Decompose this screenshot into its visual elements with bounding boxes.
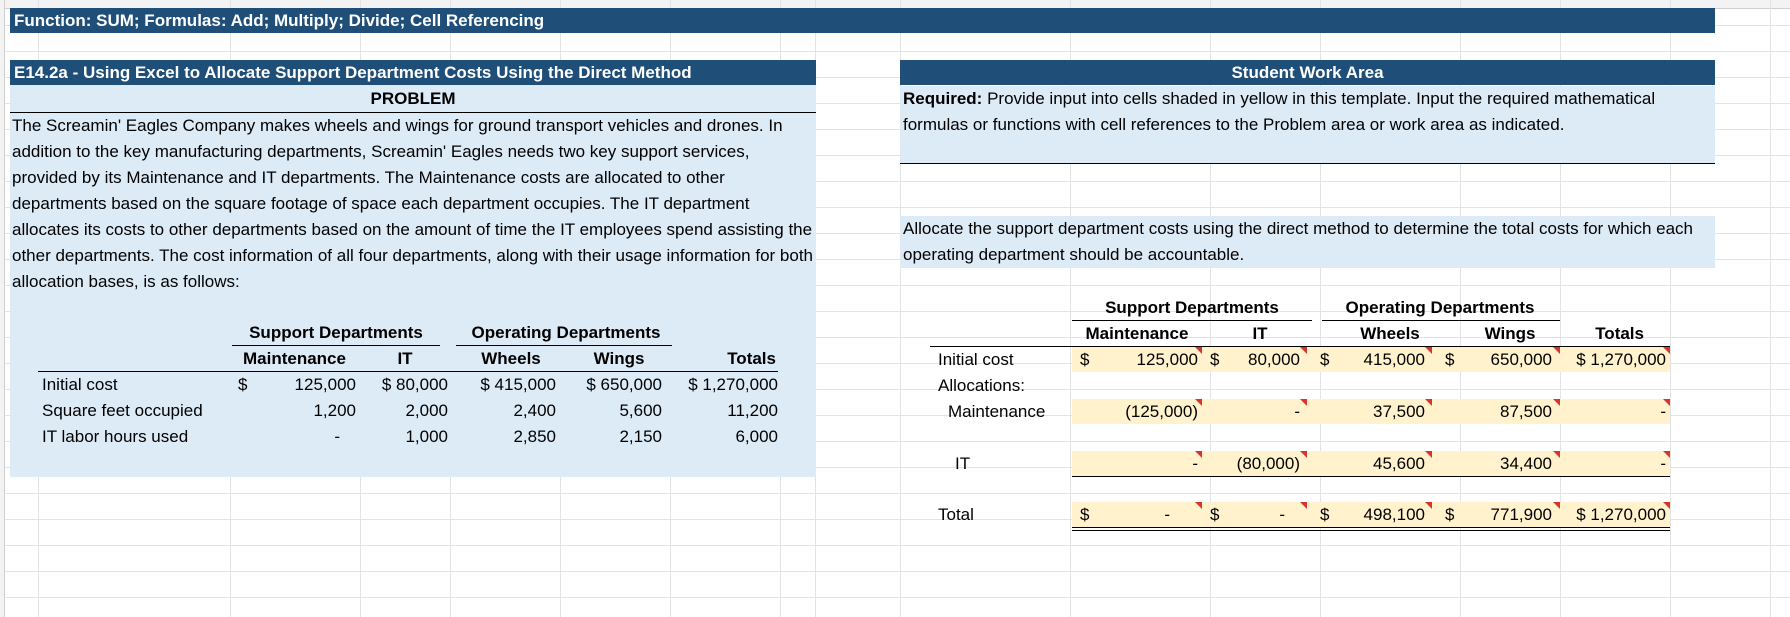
initial-maintenance-cell[interactable]: 125,000 xyxy=(1136,350,1198,369)
problem-col-wheels: Wheels xyxy=(481,349,541,368)
initial-dollar-2: $ xyxy=(1210,350,1220,369)
it-it-cell[interactable]: (80,000) xyxy=(1236,454,1300,473)
total-wheels-cell[interactable]: 498,100 xyxy=(1363,505,1425,524)
work-allocations-label: Allocations: xyxy=(938,376,1025,395)
comment-marker-icon xyxy=(1195,399,1202,406)
row-it: 1,000 xyxy=(405,427,448,446)
comment-marker-icon xyxy=(1663,399,1670,406)
row-it: $ 80,000 xyxy=(381,375,448,394)
total-dollar-3: $ xyxy=(1320,505,1330,524)
problem-col-it: IT xyxy=(397,349,413,368)
problem-subtitle: PROBLEM xyxy=(370,89,456,108)
total-wings-cell[interactable]: 771,900 xyxy=(1490,505,1552,524)
maint-it-cell[interactable]: - xyxy=(1294,402,1300,421)
maint-wings-cell[interactable]: 87,500 xyxy=(1500,402,1552,421)
row-maintenance: 125,000 xyxy=(294,375,356,394)
initial-wings-cell[interactable]: 650,000 xyxy=(1490,350,1552,369)
problem-col-totals: Totals xyxy=(727,349,776,368)
row-dollar: $ xyxy=(238,375,248,394)
work-maint-label: Maintenance xyxy=(948,402,1046,421)
total-it-cell[interactable]: - xyxy=(1279,505,1285,524)
work-col-it: IT xyxy=(1252,324,1268,343)
work-col-maintenance: Maintenance xyxy=(1085,324,1189,343)
row-wheels: 2,850 xyxy=(513,427,556,446)
problem-group-operating: Operating Departments xyxy=(471,323,661,342)
comment-marker-icon xyxy=(1425,347,1432,354)
problem-title: E14.2a - Using Excel to Allocate Support Department Costs Using the Direct Method xyxy=(14,63,692,82)
comment-marker-icon xyxy=(1195,502,1202,509)
work-col-wings: Wings xyxy=(1484,324,1536,343)
problem-col-wings: Wings xyxy=(593,349,645,368)
function-bar-text: Function: SUM; Formulas: Add; Multiply; Divide; Cell Referencing xyxy=(14,11,545,30)
initial-dollar-3: $ xyxy=(1320,350,1330,369)
comment-marker-icon xyxy=(1425,451,1432,458)
initial-dollar-4: $ xyxy=(1445,350,1455,369)
comment-marker-icon xyxy=(1663,347,1670,354)
comment-marker-icon xyxy=(1300,451,1307,458)
total-dollar-4: $ xyxy=(1445,505,1455,524)
comment-marker-icon xyxy=(1553,399,1560,406)
initial-totals-cell[interactable]: $ 1,270,000 xyxy=(1576,350,1666,369)
initial-dollar-1: $ xyxy=(1080,350,1090,369)
it-wings-cell[interactable]: 34,400 xyxy=(1500,454,1552,473)
row-wings: $ 650,000 xyxy=(586,375,662,394)
maint-totals-cell[interactable]: - xyxy=(1660,402,1666,421)
comment-marker-icon xyxy=(1300,399,1307,406)
comment-marker-icon xyxy=(1195,347,1202,354)
comment-marker-icon xyxy=(1663,502,1670,509)
row-wheels: 2,400 xyxy=(513,401,556,420)
function-bar xyxy=(10,8,1715,33)
comment-marker-icon xyxy=(1300,502,1307,509)
comment-marker-icon xyxy=(1195,451,1202,458)
comment-marker-icon xyxy=(1425,502,1432,509)
required-body: Provide input into cells shaded in yellow in this template. Input the required mathematical formulas or functions with cell references to the Problem area or work area as indicated. xyxy=(903,89,1656,134)
problem-group-support: Support Departments xyxy=(249,323,423,342)
it-wheels-cell[interactable]: 45,600 xyxy=(1373,454,1425,473)
comment-marker-icon xyxy=(1553,347,1560,354)
maint-maintenance-cell[interactable]: (125,000) xyxy=(1125,402,1198,421)
row-maintenance: 1,200 xyxy=(313,401,356,420)
row-wings: 2,150 xyxy=(619,427,662,446)
it-maintenance-cell[interactable]: - xyxy=(1192,454,1198,473)
total-totals-cell[interactable]: $ 1,270,000 xyxy=(1576,505,1666,524)
work-title: Student Work Area xyxy=(1231,63,1384,82)
row-label: Initial cost xyxy=(42,375,118,394)
maint-wheels-cell[interactable]: 37,500 xyxy=(1373,402,1425,421)
row-label: Square feet occupied xyxy=(42,401,203,420)
required-text xyxy=(903,86,1708,138)
row-it: 2,000 xyxy=(405,401,448,420)
initial-wheels-cell[interactable]: 415,000 xyxy=(1363,350,1425,369)
problem-col-maintenance: Maintenance xyxy=(243,349,346,368)
row-wheels: $ 415,000 xyxy=(480,375,556,394)
work-initial-label: Initial cost xyxy=(938,350,1014,369)
row-header-strip xyxy=(0,0,5,617)
work-group-operating: Operating Departments xyxy=(1345,298,1535,317)
row-maintenance: - xyxy=(334,427,340,446)
total-dollar-2: $ xyxy=(1210,505,1220,524)
work-col-wheels: Wheels xyxy=(1360,324,1420,343)
instruction-text: Allocate the support department costs using the direct method to determine the total costs for which each operating department should be accountable. xyxy=(903,219,1693,264)
work-title-bar xyxy=(900,60,1715,85)
problem-title-bar xyxy=(10,60,816,85)
row-totals: 11,200 xyxy=(727,401,778,420)
row-totals: $ 1,270,000 xyxy=(688,375,778,394)
total-dollar-1: $ xyxy=(1080,505,1090,524)
work-total-label: Total xyxy=(938,505,974,524)
it-totals-cell[interactable]: - xyxy=(1660,454,1666,473)
problem-text: The Screamin' Eagles Company makes wheels and wings for ground transport vehicles and drones. In addition to the key manufacturing departments, Screamin' Eagles needs two key support services, provided by its Maintenance and IT departments. The Maintenance costs are allocated to other departments based on the square footage of space each department occupies. The IT department allocates its costs to other departments based on the amount of time the IT employees spend assisting the other departments. The cost information of all four departments, along with their usage information for both allocation bases, is as follows: xyxy=(12,116,814,291)
comment-marker-icon xyxy=(1300,347,1307,354)
initial-it-cell[interactable]: 80,000 xyxy=(1248,350,1300,369)
work-group-support: Support Departments xyxy=(1105,298,1279,317)
required-label: Required: xyxy=(903,89,983,108)
comment-marker-icon xyxy=(1663,451,1670,458)
total-maintenance-cell[interactable]: - xyxy=(1164,505,1170,524)
comment-marker-icon xyxy=(1425,399,1432,406)
work-col-totals: Totals xyxy=(1595,324,1644,343)
comment-marker-icon xyxy=(1553,451,1560,458)
comment-marker-icon xyxy=(1553,502,1560,509)
row-wings: 5,600 xyxy=(619,401,662,420)
work-it-label: IT xyxy=(955,454,971,473)
row-label: IT labor hours used xyxy=(42,427,189,446)
row-totals: 6,000 xyxy=(735,427,778,446)
